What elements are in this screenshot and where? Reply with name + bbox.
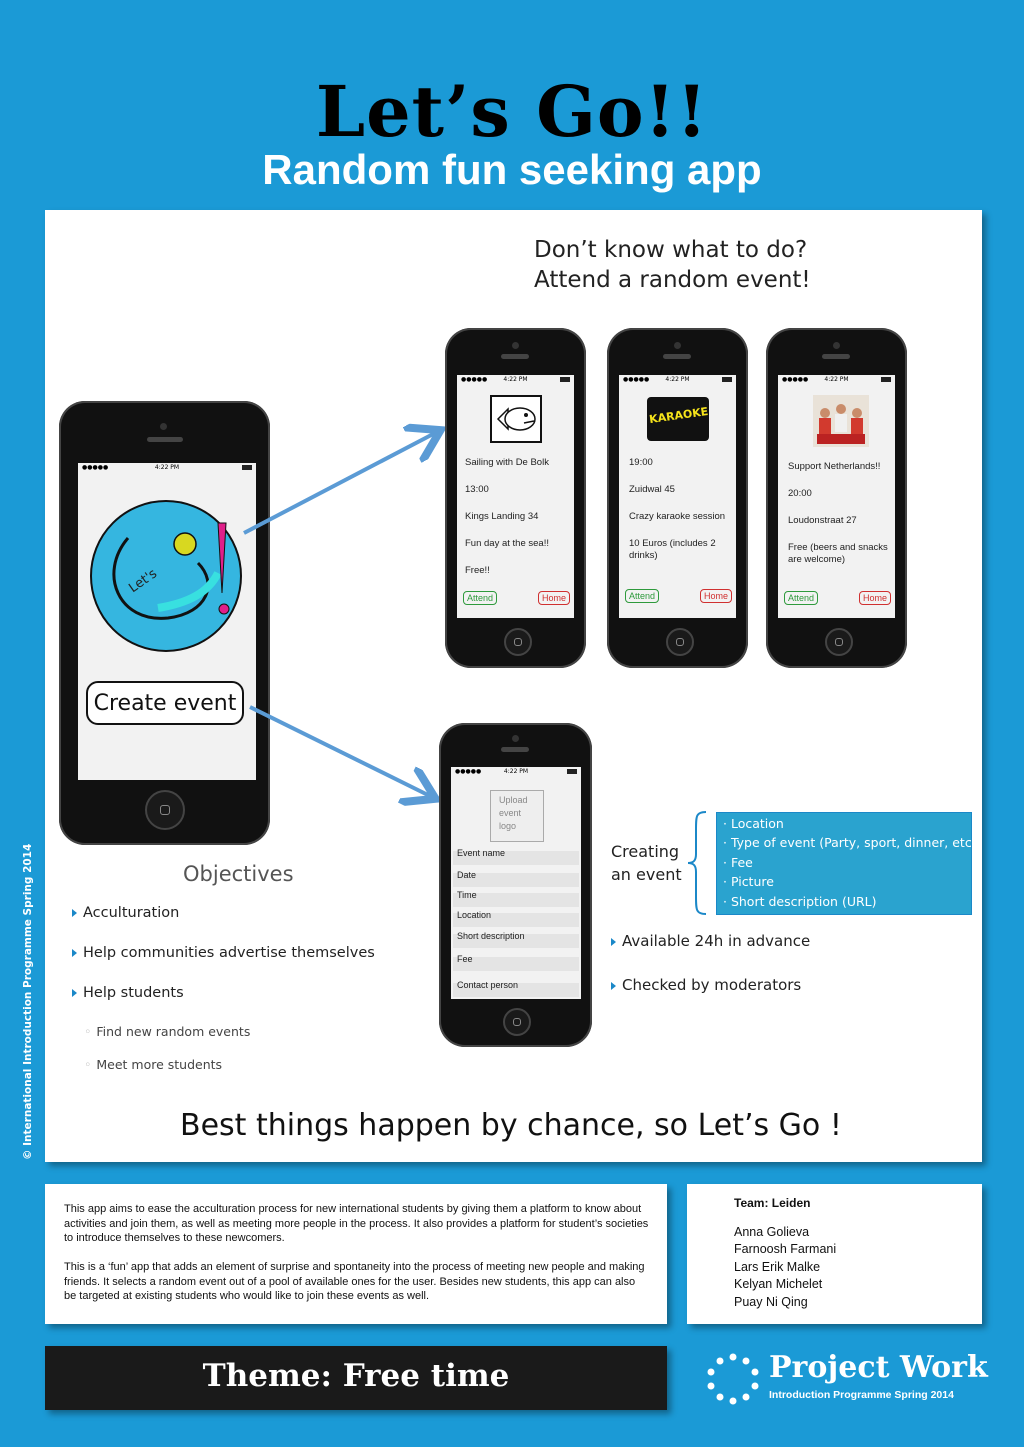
status-time: 4:22 PM <box>154 464 180 471</box>
camera-icon <box>833 342 840 349</box>
team-title: Team: Leiden <box>734 1196 811 1210</box>
home-button-icon <box>666 628 694 656</box>
event-line: 19:00 <box>629 457 653 468</box>
bullet-triangle-icon <box>611 982 616 990</box>
description-paragraph: This app aims to ease the acculturation process for new international students by giving them a platform to know about activities and join them, as well as meeting more people in the process. It also provides a platform for student’s societies to introduce themselves to these newcomers. <box>64 1203 649 1244</box>
signal-icon: ●●●●● <box>623 376 650 383</box>
poster-subtitle: Random fun seeking app <box>262 146 762 193</box>
event-line: Free (beers and snacks are welcome) <box>788 542 888 566</box>
objective-item: Help communities advertise themselves <box>72 945 375 961</box>
battery-icon <box>560 377 570 382</box>
event-line: Zuidwal 45 <box>629 484 675 495</box>
status-bar <box>457 375 574 385</box>
bullet-triangle-icon <box>72 949 77 957</box>
signal-icon: ●●●●● <box>782 376 809 383</box>
creating-line1: Creating <box>611 842 680 861</box>
dots-ring-icon <box>703 1352 763 1406</box>
speaker-icon <box>501 354 529 359</box>
form-field-label: Contact person <box>457 980 519 990</box>
form-field-time[interactable] <box>453 890 579 907</box>
event-line: Crazy karaoke session <box>629 511 726 522</box>
event-field-item: · Picture <box>723 874 774 889</box>
event-line: 20:00 <box>788 488 812 499</box>
signal-icon: ●●●●● <box>455 768 482 775</box>
event-line: 10 Euros (includes 2 drinks) <box>629 538 716 562</box>
status-time: 4:22 PM <box>503 768 529 775</box>
event-phone-1 <box>445 328 586 668</box>
arrow-to-create <box>250 707 432 797</box>
theme-text: Theme: Free time <box>202 1358 510 1394</box>
status-time: 4:22 PM <box>824 376 849 383</box>
home-button-icon <box>825 628 853 656</box>
upload-logo-label: Upload event logo <box>499 795 528 831</box>
objective-subitem: ◦ Meet more students <box>84 1057 223 1072</box>
event-phone-1-screen <box>457 375 574 618</box>
camera-icon <box>512 342 519 349</box>
signal-icon: ●●●●● <box>82 464 109 471</box>
attend-button[interactable]: Attend <box>784 591 818 605</box>
event-field-item: · Location <box>723 816 784 831</box>
status-bar <box>778 375 895 385</box>
status-bar <box>451 767 581 777</box>
form-field-label: Time <box>457 890 477 900</box>
theme-box <box>45 1346 667 1410</box>
create-phone <box>439 723 592 1047</box>
home-button[interactable]: Home <box>700 589 732 603</box>
creating-bullet: Available 24h in advance <box>611 932 810 950</box>
speaker-icon <box>501 747 529 752</box>
form-field-label: Location <box>457 910 492 920</box>
objective-item: Help students <box>72 985 184 1001</box>
project-work-title: Project Work <box>769 1350 988 1385</box>
form-field-label: Fee <box>457 954 473 964</box>
headline-line2: Attend a random event! <box>534 266 811 293</box>
home-button-icon <box>503 1008 531 1036</box>
event-field-item: · Short description (URL) <box>723 894 877 909</box>
attend-button[interactable]: Attend <box>625 589 659 603</box>
home-button-icon <box>504 628 532 656</box>
form-field-fee[interactable] <box>453 954 579 971</box>
form-field-label: Date <box>457 870 477 880</box>
creating-line2: an event <box>611 865 682 884</box>
signal-icon: ●●●●● <box>461 376 488 383</box>
poster-title: Let’s Go!! <box>315 70 709 153</box>
fish-icon <box>490 395 542 443</box>
description-paragraph: This is a ‘fun’ app that adds an element of surprise and spontaneity into the process of meeting new people and making friends. It selects a random event out of a pool of available ones for the user. Besides new students, this app can also be targeted at existing students who would like to join these events as well. <box>64 1261 645 1302</box>
event-line: Free!! <box>465 565 490 576</box>
event-line: Kings Landing 34 <box>465 511 539 522</box>
event-field-item: · Type of event (Party, sport, dinner, etc.) <box>723 835 981 850</box>
event-line: Support Netherlands!! <box>788 461 881 472</box>
event-field-item: · Fee <box>723 855 753 870</box>
create-event-label: Create event <box>93 691 237 716</box>
team-member: Puay Ni Qing <box>734 1295 808 1309</box>
speaker-icon <box>663 354 691 359</box>
form-field-label: Short description <box>457 931 525 941</box>
bullet-triangle-icon <box>72 909 77 917</box>
battery-icon <box>567 769 577 774</box>
attend-button[interactable]: Attend <box>463 591 497 605</box>
event-phone-2-screen <box>619 375 736 618</box>
status-bar <box>619 375 736 385</box>
event-line: Loudonstraat 27 <box>788 515 857 526</box>
form-field-location[interactable] <box>453 910 579 927</box>
objectives-title: Objectives <box>183 862 294 886</box>
form-field-contact-person[interactable] <box>453 980 579 997</box>
status-time: 4:22 PM <box>665 376 690 383</box>
objective-subitem: ◦ Find new random events <box>84 1024 251 1039</box>
event-line: Fun day at the sea!! <box>465 538 549 549</box>
battery-icon <box>722 377 732 382</box>
battery-icon <box>881 377 891 382</box>
people-photo-icon <box>813 395 869 447</box>
description-box <box>45 1184 667 1324</box>
team-member: Lars Erik Malke <box>734 1260 821 1274</box>
logo-text: Let's <box>126 566 160 597</box>
team-member: Farnoosh Farmani <box>734 1242 837 1256</box>
brace-icon <box>686 810 710 916</box>
arrow-to-events <box>244 432 437 533</box>
home-button[interactable]: Home <box>859 591 891 605</box>
event-phone-2 <box>607 328 748 668</box>
team-member: Anna Golieva <box>734 1225 810 1239</box>
bullet-triangle-icon <box>72 989 77 997</box>
bullet-triangle-icon <box>611 938 616 946</box>
team-box <box>687 1184 982 1324</box>
creating-label <box>611 840 682 886</box>
tagline: Best things happen by chance, so Let’s Go ! <box>180 1108 842 1143</box>
event-line: Sailing with De Bolk <box>465 457 549 468</box>
speaker-icon <box>822 354 850 359</box>
form-field-label: Event name <box>457 848 506 858</box>
project-work-subtitle: Introduction Programme Spring 2014 <box>769 1389 954 1401</box>
headline-line1: Don’t know what to do? <box>534 237 808 263</box>
status-time: 4:22 PM <box>503 376 528 383</box>
home-button[interactable]: Home <box>538 591 570 605</box>
form-field-event-name[interactable] <box>453 848 579 865</box>
event-phone-3 <box>766 328 907 668</box>
camera-icon <box>512 735 519 742</box>
objective-item: Acculturation <box>72 905 179 921</box>
karaoke-icon <box>647 397 709 441</box>
event-fields-box <box>716 812 981 915</box>
form-field-short-description[interactable] <box>453 931 579 948</box>
vertical-credit: © International Introduction Programme Spring 2014 <box>22 843 34 1160</box>
camera-icon <box>674 342 681 349</box>
creating-bullet: Checked by moderators <box>611 976 801 994</box>
form-field-date[interactable] <box>453 870 579 887</box>
team-member: Kelyan Michelet <box>734 1277 823 1291</box>
event-line: 13:00 <box>465 484 489 495</box>
create-phone-screen <box>451 767 581 999</box>
karaoke-text: KARAOKE <box>648 404 710 427</box>
event-phone-3-screen <box>778 375 895 618</box>
upload-logo-button[interactable] <box>490 790 544 842</box>
